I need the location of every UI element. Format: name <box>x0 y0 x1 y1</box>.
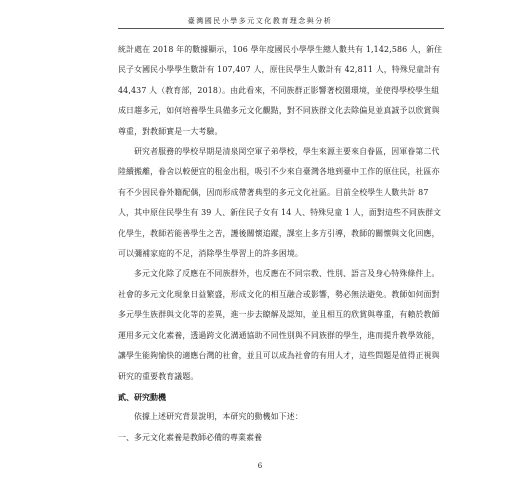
header-rule <box>118 28 444 29</box>
body-text <box>118 40 446 448</box>
page-number: 6 <box>257 462 263 470</box>
section-heading: 貳、研究動機 <box>118 391 166 402</box>
paragraph-multicultural-diversity: 多元文化除了反應在不同族群外，也反應在不同宗教、性別、語言及身心特殊條件上。社會的多元文化現象日益繁盛，形成文化的相互融合或影響，勢必無法避免。教師如何面對多元學生族群與文化等的差異，進一步去瞭解及認知，並且相互的欣賞與尊重，有賴於教師運用多元文化素養，透過跨文化溝通協助不同性別與不同族群的學生，進而提升教學效能，讓學生能夠愉快的適應台灣的社會，並且可以成為社會的有用人才，這些問題是值得正視與研究的重要教育議題。 <box>118 269 440 381</box>
paragraph-statistics: 統計處在 2018 年的數據顯示，106 學年度國民小學學生總人數共有 1,142,586 人，新住民子女國民小學學生數計有 107,407 人，原住民學生人數計有 42,811 人，特殊兒童計有 44,437 人（教育部，2018）。由此看來，不同族群正影響著校園環境，並使得學校學生組成日趨多元，如何培養學生具備多元文化觀點，對不同族群文化去除偏見並真誠予以欣賞與尊重，對教師實是一大考驗。 <box>118 45 443 136</box>
running-header: 臺灣國民小學多元文化教育理念與分析 <box>187 17 333 25</box>
section-subheading: 一、多元文化素養是教師必備的專業素養 <box>118 432 262 442</box>
section-intro: 依據上述研究背景說明，本研究的動機如下述： <box>134 412 303 422</box>
paragraph-school-background: 研究者服務的學校早期是清泉岡空軍子弟學校，學生來源主要來自眷區，因軍眷第二代陸續搬離，眷舍以較便宜的租金出租，吸引不少來自臺灣各地到臺中工作的原住民，社區亦有不少因民眷外籍配偶，因而形成帶著典型的多元文化社區。目前全校學生人數共計 87 人，其中原住民學生有 39 人、新住民子女有 14 人、特殊兒童 1 人，面對這些不同族群文化學生，教師若能善學生之苦，護後關懷追蹤，課室上多方引導，教師的關懷與文化回應，可以彌補家庭的不足，消除學生學習上的許多困境。 <box>118 147 442 259</box>
